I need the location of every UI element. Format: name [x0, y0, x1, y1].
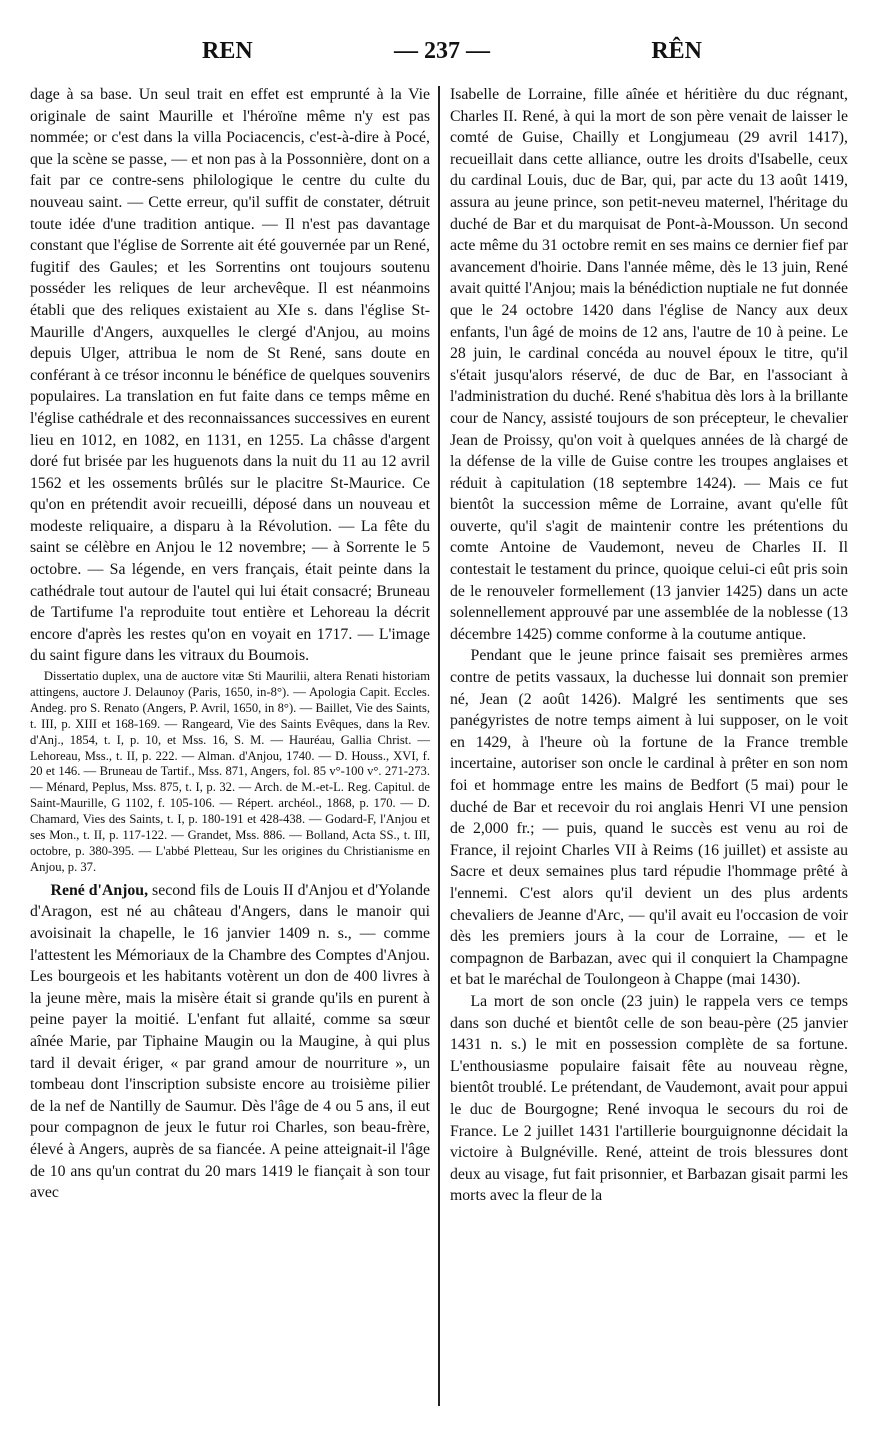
- right-paragraph-2: Pendant que le jeune prince faisait ses premières armes contre de petits vassaux, la duchesse lui donnait son premier né, Jean (2 août 1426). Malgré les sentiments que ses panégyristes de notre temps aiment à lui supposer, on le voit en 1429, à l'heure où la fortune de la France tremble incertaine, autoriser son oncle le cardinal à prêter en son nom foi et hommage entre les mains de Bedfort (5 mai) pour le duché de Bar et recevoir du roi anglais Henri VI une pension de 2,000 fr.; — puis, quand le succès est venu au roi de France, il rejoint Charles VII à Reims (16 juillet) et assiste au Sacre et deux semaines plus tard répudie l'hommage prêté à l'ennemi. C'est alors qu'il devient un des plus ardents chevaliers de Jeanne d'Arc, — qu'il avait eu l'occasion de voir dès les premiers jours à la cour de Lorraine, — et le compagnon de Barbazan, avec qui il conquiert la Champagne et bat le maréchal de Toulongeon à Chappe (mai 1430).: [450, 647, 848, 989]
- entry-rene-anjou: [30, 880, 430, 1204]
- header-right-word: RÊN: [651, 38, 702, 64]
- page-number: — 237 —: [394, 38, 490, 64]
- header-left-word: REN: [202, 38, 253, 64]
- bibliography-notes: Dissertatio duplex, una de auctore vitæ Sti Maurilii, altera Renati historiam attingens, auctore J. Delaunoy (Paris, 1650, in-8°). — Apologia Capit. Eccles. Andeg. pro S. Renato (Angers, P. Avril, 1650, in 8°). — Baillet, Vie des Saints, t. III, p. XIII et 168-169. — Rangeard, Vie des Saints Evêques, dans la Rev. d'Anj., 1854, t. I, p. 10, et Mss. 16, S. M. — Hauréau, Gallia Christ. — Lehoreau, Mss., t. II, p. 222. — Alman. d'Anjou, 1740. — D. Houss., XVI, f. 20 et 146. — Bruneau de Tartif., Mss. 871, Angers, fol. 85 v°-100 v°. 271-273. — Ménard, Peplus, Mss. 875, t. I, p. 32. — Arch. de M.-et-L. Reg. Capitul. de Saint-Maurille, G 1102, f. 105-106. — Répert. archéol., 1868, p. 170. — D. Chamard, Vies des Saints, t. I, p. 180-191 et 428-438. — Godard-F, l'Anjou et ses Mon., t. II, p. 117-122. — Grandet, Mss. 886. — Bolland, Acta SS., t. III, octobre, p. 380-395. — L'abbé Pletteau, Sur les origines du Christianisme en Anjou, p. 37.: [30, 669, 430, 874]
- left-column: [30, 84, 430, 1414]
- entry-text: second fils de Louis II d'Anjou et d'Yolande d'Aragon, est né au château d'Angers, dans le manoir qui avoisinait la chapelle, le 16 janvier 1409 n. s., — comme l'attestent les Mémoriaux de la Chambre des Comptes d'Anjou. Les bourgeois et les habitants votèrent un don de 400 livres à la jeune mère, mais la misère était si grande qu'ils en purent à peine payer la moitié. L'enfant fut allaité, comme sa sœur aînée Marie, par Tiphaine Maugin ou la Maugine, à qui plus tard il devait ériger, « par grand amour de nourriture », un tombeau dont l'inscription subsiste encore au troisième pilier de la nef de Nantilly de Saumur. Dès l'âge de 4 ou 5 ans, il eut pour compagnon de jeux le futur roi Charles, son beau-frère, élevé à Angers, auprès de sa fiancée. A peine atteignait-il l'âge de 10 ans qu'un contrat du 20 mars 1419 le fiançait à son tour avec: [30, 881, 430, 1202]
- column-divider: [438, 86, 440, 1406]
- entry-title: René d'Anjou,: [50, 881, 149, 899]
- running-header: [32, 38, 852, 72]
- left-paragraph-1: dage à sa base. Un seul trait en effet est emprunté à la Vie originale de saint Maurille et l'héroïne même n'y est pas nommée; or c'est dans la villa Pociacencis, c'est-à-dire à Pocé, que la scène se passe, — et non pas à la Possonnière, dont on a fait par ce contre-sens philologique le centre du culte du nouveau saint. — Cette erreur, qu'il suffit de constater, détruit toute idée d'une tradition antique. — Il n'est pas davantage constant que l'église de Sorrente ait été gouvernée par un René, fugitif des Gaules; et les Sorrentins ont toujours soutenu posséder les reliques de leur archevêque. Il est néanmoins établi que des reliques existaient au XIe s. dans l'église St-Maurille d'Angers, auxquelles le clergé d'Anjou, au moins depuis Ulger, attribua le nom de St René, sans doute en conférant à ce trésor inconnu le bénéfice de quelques souvenirs populaires. La translation en fut faite dans ce temps même en l'église cathédrale et des reconnaissances successives en eurent lieu en 1012, en 1082, en 1131, en 1255. La châsse d'argent doré fut brisée par les huguenots dans la nuit du 11 au 12 avril 1562 et les ossements brûlés sur le placitre St-Maurice. Ce qu'on en prétendit avoir recueilli, déposé dans un nouveau et modeste reliquaire, a disparu à la Révolution. — La fête du saint se célèbre en Anjou le 12 novembre; — à Sorrente le 5 octobre. — Sa légende, en vers français, était peinte dans la cathédrale tout autour de l'autel qui lui était consacré; Bruneau de Tartifume l'a reproduite tout entière et Lehoreau la décrit encore d'après les restes qu'on en voyait en 1717. — L'image du saint figure dans les vitraux du Boumois.: [30, 86, 430, 665]
- right-column: [450, 84, 848, 1414]
- right-paragraph-3: La mort de son oncle (23 juin) le rappela vers ce temps dans son duché et bientôt celle de son beau-père (25 janvier 1431 n. s.) le mit en possession complète de sa fortune. L'enthousiasme populaire faisait fête au nouveau règne, bientôt troublé. Le prétendant, de Vaudemont, avait pour appui le duc de Bourgogne; René invoqua le secours du roi de France. Le 2 juillet 1431 l'artillerie bourguignonne décidait la victoire à Bulgnéville. René, atteint de trois blessures dont deux au visage, fut fait prisonnier, et Barbazan gisait parmi les morts avec la fleur de la: [450, 992, 848, 1205]
- right-paragraph-1: Isabelle de Lorraine, fille aînée et héritière du duc régnant, Charles II. René, à qui la mort de son père venait de laisser le comté de Guise, Chailly et Longjumeau (29 avril 1417), recueillait dans cette alliance, outre les droits d'Isabelle, ceux du cardinal Louis, duc de Bar, qui, par acte du 13 août 1419, assura au jeune prince, son petit-neveu maternel, l'héritage du duché de Bar et du marquisat de Pont-à-Mousson. Un second acte même du 31 octobre remit en ses mains ce dernier fief par avancement d'hoirie. Dans l'année même, dès le 13 juin, René avait quitté l'Anjou; mais la bénédiction nuptiale ne fut donnée que le 24 octobre 1420 dans l'église de Nancy aux deux enfants, l'un âgé de moins de 12 ans, l'autre de 10 à peine. Le 28 juin, le cardinal concéda au nouvel époux le titre, qu'il s'était jusqu'alors réservé, de duc de Bar, en l'associant à l'administration du duché. René s'habitua dès lors à la brillante cour de Nancy, assisté toujours de son précepteur, le chevalier Jean de Proissy, qu'on voit à quelques années de là chargé de la défense de la ville de Guise contre les troupes anglaises et réduit à capitulation (18 septembre 1424). — Mais ce fut bientôt la succession même de Lorraine, avant qu'elle fût ouverte, qu'il s'agit de maintenir contre les prétentions du comte Antoine de Vaudemont, neveu de Charles II. Il contestait le testament du prince, quoique celui-ci eût pris soin de le renouveler formellement (13 janvier 1425) dans un acte solennellement approuvé par une assemblée de la noblesse (13 décembre 1425) comme conforme à la coutume antique.: [450, 86, 848, 643]
